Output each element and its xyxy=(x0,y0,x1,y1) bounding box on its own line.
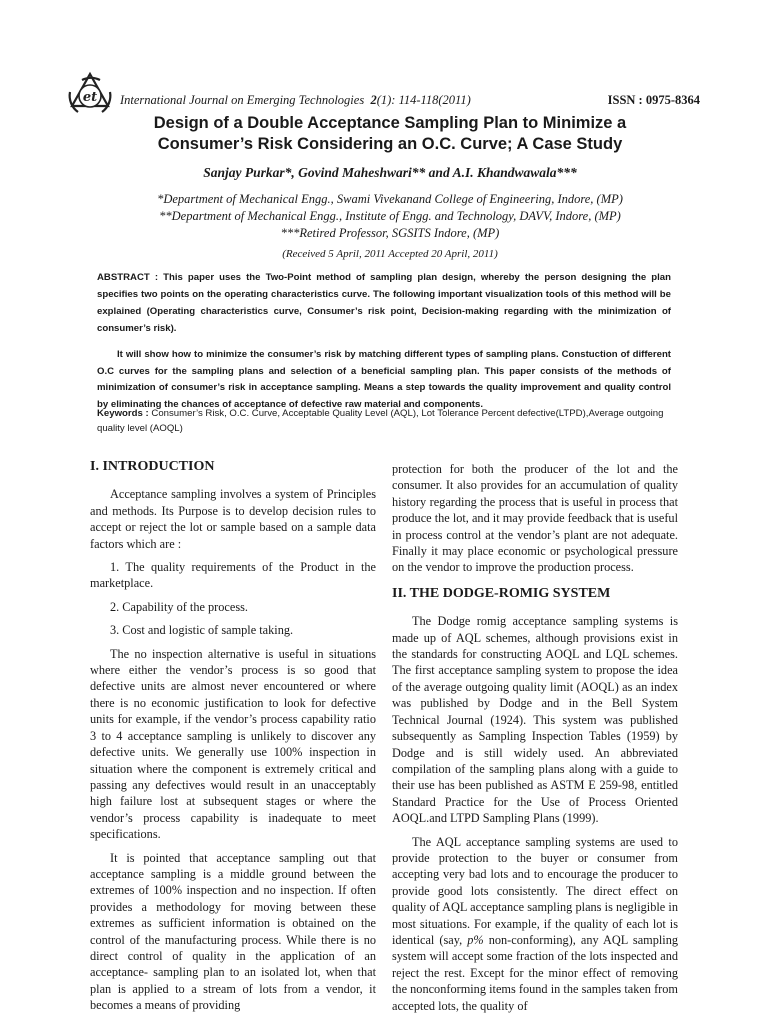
svg-text:et: et xyxy=(82,90,98,105)
affiliation-1: *Department of Mechanical Engg., Swami Vivekanand College of Engineering, Indore, (MP) xyxy=(157,192,623,206)
left-column xyxy=(90,459,376,1021)
intro-paragraph-1: Acceptance sampling involves a system of Principles and methods. Its Purpose is to develop decision rules to accept or reject the lot or sample based on a sample data factors which are : xyxy=(90,487,376,551)
intro-paragraph-3-continued: protection for both the producer of the lot and the consumer. It also provides for an accumulation of quality history regarding the process that is useful in process that produce the lot, and it may provide feedback that is useful in process control at the vendor’s plant are not adequate. Finally it may place economic or psychological pressure on the vendor to improve the production process. xyxy=(392,462,678,575)
journal-name: International Journal on Emerging Technologies xyxy=(120,93,365,107)
author-list: Sanjay Purkar*, Govind Maheshwari** and A.I. Khandwawala*** xyxy=(203,165,577,180)
list-item-3: 3. Cost and logistic of sample taking. xyxy=(110,623,294,638)
paper-title xyxy=(60,113,720,155)
issn-number: ISSN : 0975-8364 xyxy=(607,93,700,107)
right-column xyxy=(392,461,678,1021)
keywords-label: Keywords : xyxy=(97,408,149,419)
abstract-paragraph-1: ABSTRACT : This paper uses the Two-Point method of sampling plan design, whereby the person designing the plan specifies two points on the operating characteristics curve. The following important visualization tools of this method will be explained (Operating characteristics curve, Consumer’s risk point, Decision-making regarding with the minimization of consumer’s risk). xyxy=(97,272,671,334)
abstract-paragraph-2: It will show how to minimize the consumer’s risk by matching different types of sampling plans. Constuction of different O.C curves for the sampling plans and selection of a beneficial sampling plan. This paper consists of the methods of minimization of consumer’s risk in acceptance sampling. Means a step towards the quality improvement and quality control by eliminating the chances of acceptance of defective raw material and components. xyxy=(97,348,671,411)
keywords xyxy=(97,406,671,436)
section-heading-introduction: I. INTRODUCTION xyxy=(90,459,215,474)
intro-paragraph-2: The no inspection alternative is useful in situations where either the vendor’s process is so good that defective units are almost never encountered or where there is no economic justification to look for defective units for example, if the vendor’s process capability ratio 3 to 4 acceptance sampling is unlikely to discover any defective units. We generally use 100% inspection in situation where the component is extremely critical and passing any defectives would result in an unacceptably high failure lost at subsequent stages or where the vendor’s process capability is inadequate to meet specifications. xyxy=(90,646,376,842)
percent-variable: p% xyxy=(467,932,484,947)
title-line-1: Design of a Double Acceptance Sampling Plan to Minimize a xyxy=(153,114,627,132)
affiliation-3: ***Retired Professor, SGSITS Indore, (MP) xyxy=(280,226,500,240)
section-heading-dodge-romig: II. THE DODGE-ROMIG SYSTEM xyxy=(392,585,611,601)
journal-volume: 2(1): 114-118(2011) xyxy=(370,93,471,107)
list-item-2: 2. Capability of the process. xyxy=(110,599,248,614)
affiliations xyxy=(60,191,720,242)
dodge-paragraph-2-part-a: The AQL acceptance sampling systems are used to provide protection to the buyer or consumer from accepting very bad lots and to encourage the producer to provide good lots consistently. The direct effect on quality of AQL acceptance sampling plans is negligible in most situations. For example, if the quality of each lot is identical (say, xyxy=(392,834,678,947)
dodge-paragraph-2-part-b: non-conforming), any AQL sampling system will accept some fraction of the lots inspected and reject the rest. Except for the minor effect of removing the nonconforming items found in the samples taken from accepted lots, the quality of xyxy=(392,932,679,1013)
keywords-text: Consumer’s Risk, O.C. Curve, Acceptable Quality Level (AQL), Lot Tolerance Percent defective(LTPD),Average outgoing quality level (AOQL) xyxy=(97,408,664,434)
affiliation-2: **Department of Mechanical Engg., Institute of Engg. and Technology, DAVV, Indore, (MP) xyxy=(159,209,621,223)
dodge-paragraph-1: The Dodge romig acceptance sampling systems is made up of AQL schemes, although provisions exist in the standards for constructing AOQL and LQL schemes. The first acceptance sampling system to propose the idea of the average outgoing quality limit (AOQL) as an index was published by Dodge and in the Bell System Technical Journal (1924). This system was published subsequently as Sampling Inspection Tables (1959) by Dodge and is still widely used. An abbreviated compilation of the sampling plans along with a guide to their use has been published as ASTM E 259-98, entitled Standard Practice for the Use of Process Oriented AOQL.and LTPD Sampling Plans (1999). xyxy=(392,614,678,826)
abstract xyxy=(97,270,671,423)
title-line-2: Consumer’s Risk Considering an O.C. Curve; A Case Study xyxy=(157,135,623,153)
intro-paragraph-3: It is pointed that acceptance sampling out that acceptance sampling is a middle ground between the extremes of 100% inspection and no inspection. If often provides a methodology for moving between these extremes as sufficient information is obtained on the control of the manufacturing process. While there is no direct control of quality in the application of an acceptance- sampling plan to an isolated lot, when that plan is applied to a stream of lots from a vendor, it becomes a means of providing xyxy=(90,850,376,1013)
received-dates: (Received 5 April, 2011 Accepted 20 April, 2011) xyxy=(282,248,498,260)
dodge-paragraph-2 xyxy=(392,834,678,1014)
list-item-1: 1. The quality requirements of the Product in the marketplace. xyxy=(90,560,376,591)
journal-citation-line xyxy=(120,92,700,108)
